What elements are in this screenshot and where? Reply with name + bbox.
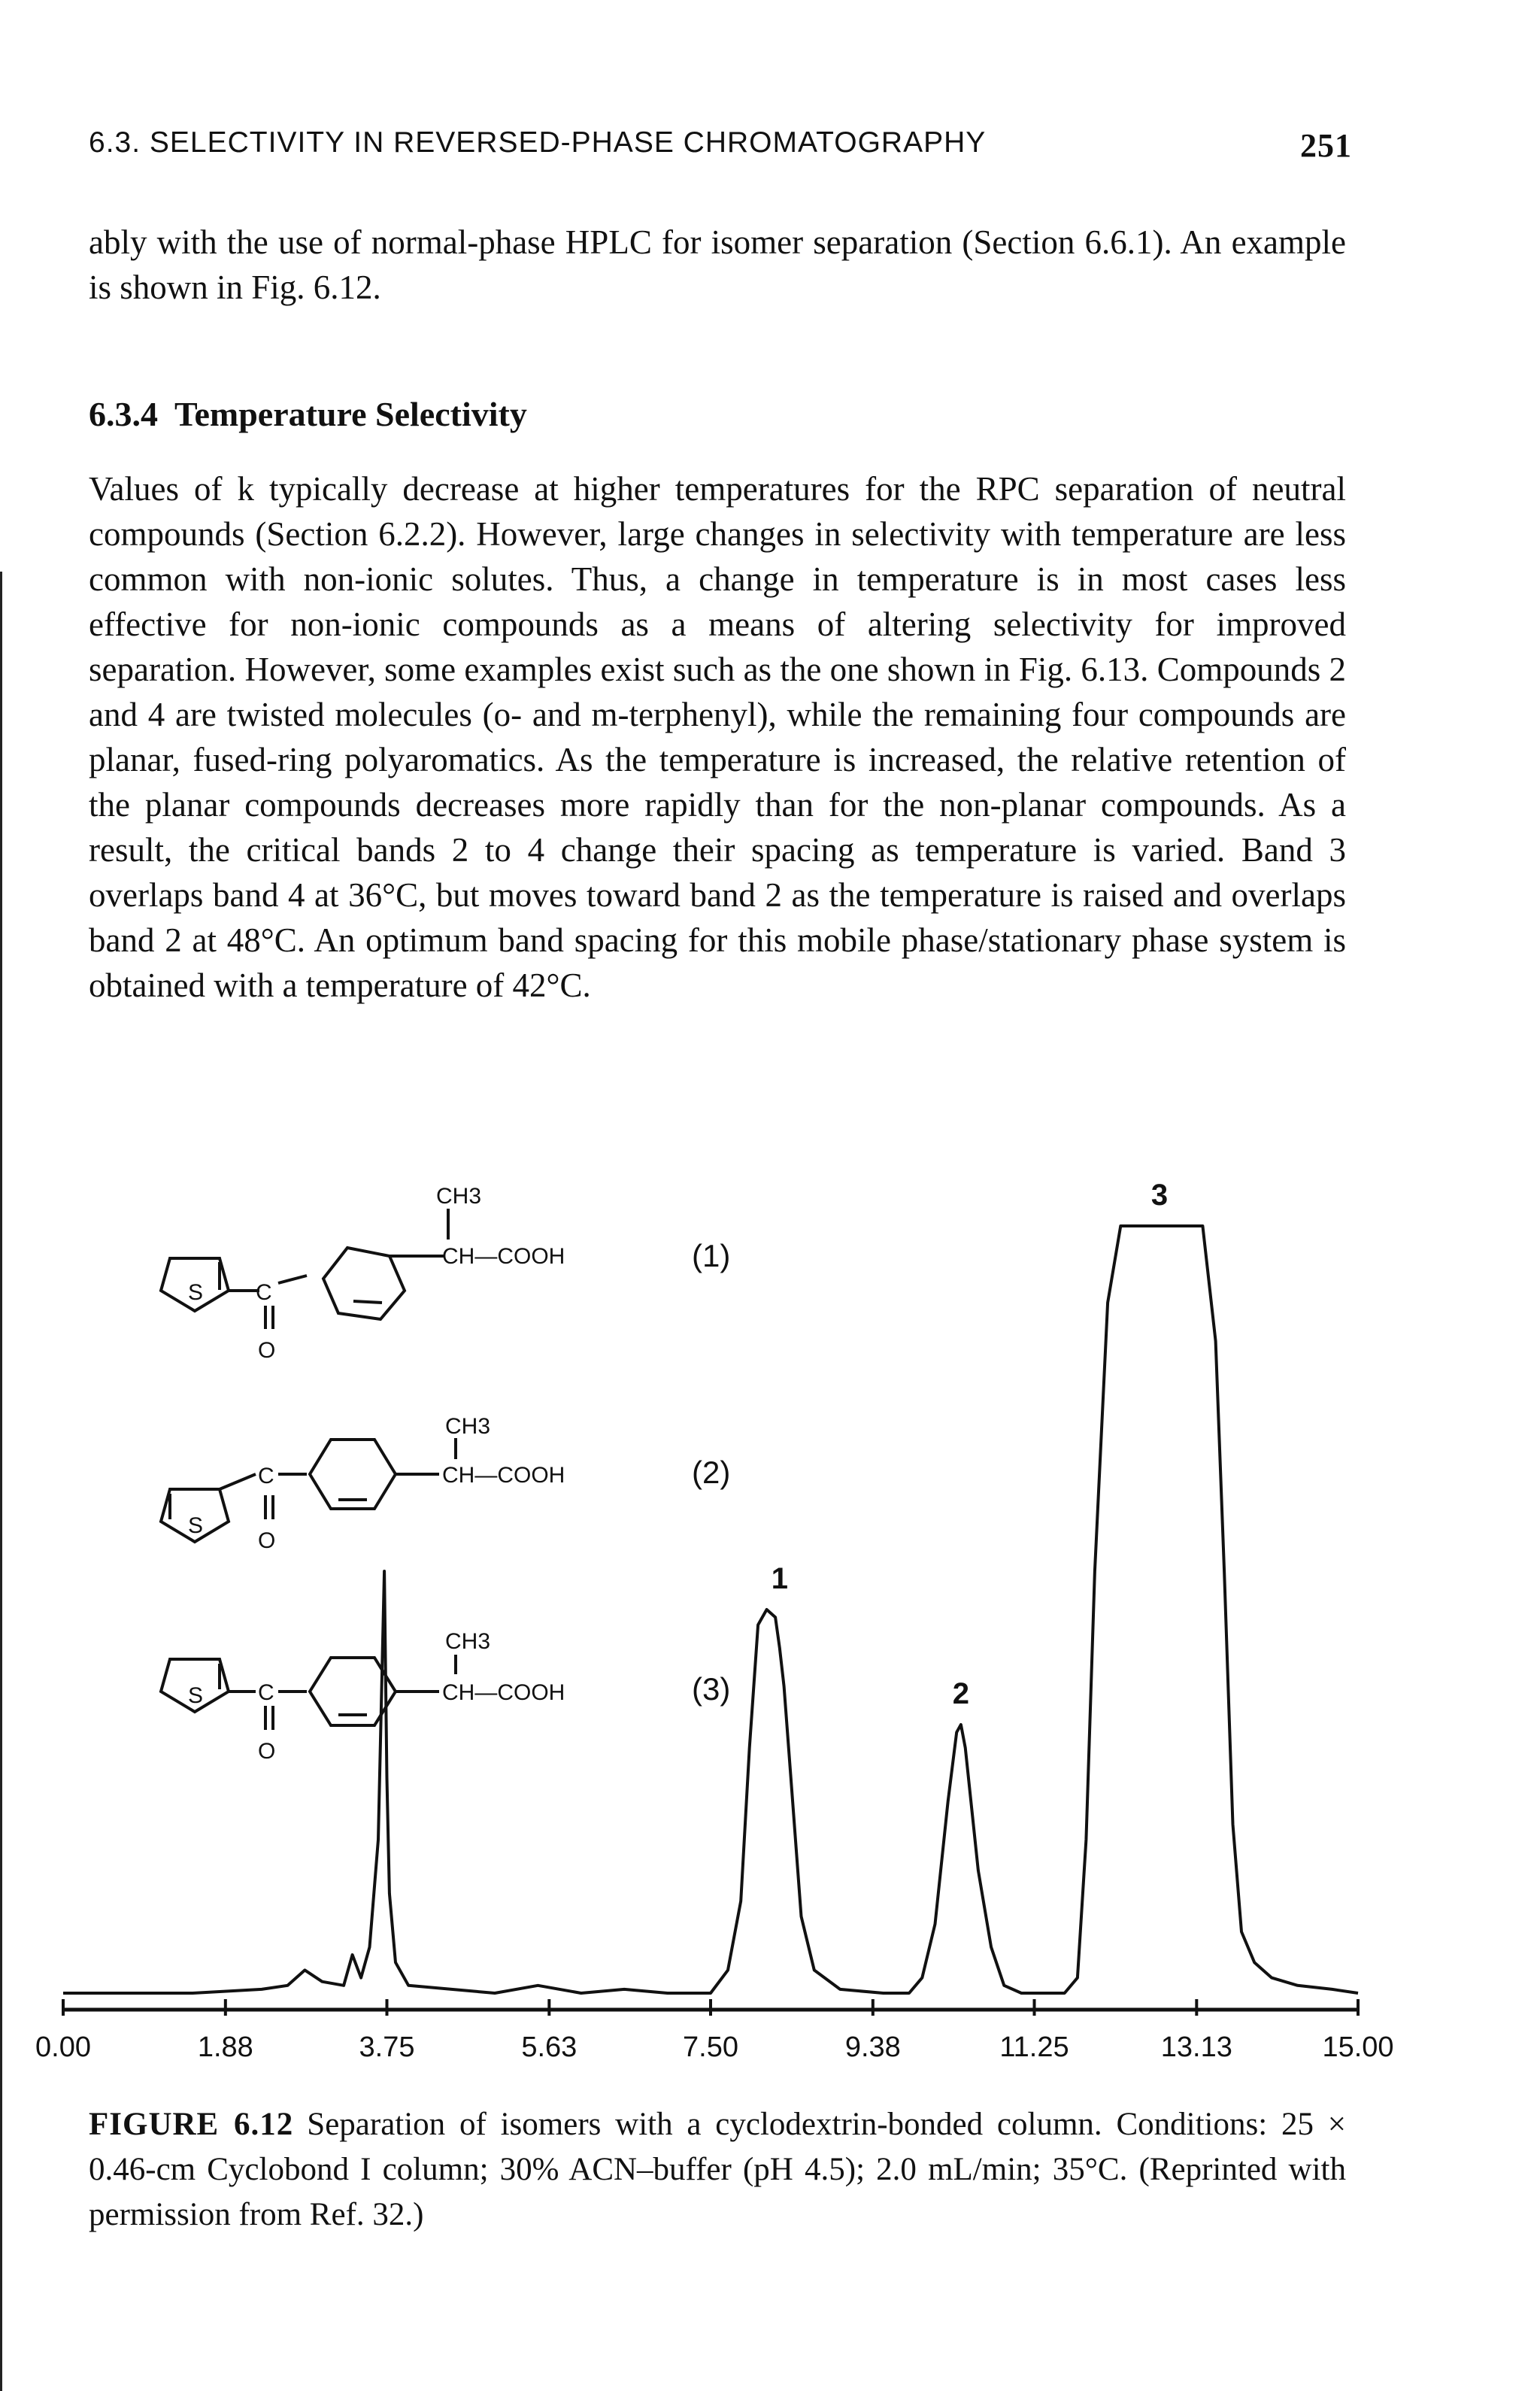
time-axis-tick-label: 15.00 (1322, 2031, 1394, 2063)
section-heading (89, 394, 527, 434)
sulfur-label-3: S (188, 1683, 204, 1708)
benzene-ring-1 (323, 1248, 405, 1319)
structure-3 (161, 1629, 730, 1764)
ring-link-1 (278, 1276, 307, 1283)
peak-label-1: 1 (771, 1562, 788, 1595)
time-axis-tick-label: 1.88 (197, 2031, 253, 2063)
time-axis-tick-label: 7.50 (683, 2031, 738, 2063)
carbonyl-link-2 (220, 1474, 256, 1489)
time-axis-tick-label: 5.63 (521, 2031, 578, 2063)
methyl-label-1: CH3 (436, 1184, 482, 1209)
structure-2 (161, 1414, 730, 1553)
time-axis-tick-label: 9.38 (844, 2031, 901, 2063)
section-title: Temperature Selectivity (174, 395, 527, 433)
sulfur-label-2: S (188, 1513, 204, 1538)
chain-label-2: CH—COOH (442, 1463, 565, 1488)
peak-label-3: 3 (1150, 1179, 1169, 1212)
compound-label-2: (2) (692, 1455, 731, 1490)
time-axis-tick-label: 11.25 (999, 2031, 1069, 2063)
paragraph-1: ably with the use of normal-phase HPLC for isomer separation (Section 6.6.1). An example is shown in Fig. 6.12. (89, 223, 1346, 306)
time-axis-tick-label: 3.75 (359, 2031, 415, 2063)
running-head (89, 126, 1352, 171)
figure-caption-label: FIGURE 6.12 (89, 2107, 294, 2142)
paragraph-2: Values of k typically decrease at higher temperatures for the RPC separation of neutral compounds (Section 6.2.2). However, large changes in selectivity with temperature are less common with non-ionic solutes. Thus, a change in temperature is in most cases less effective for non-ionic compounds as a means of altering selectivity for improved separation. However, some examples exist such as the one shown in Fig. 6.13. Compounds 2 and 4 are twisted molecules (o- and m-terphenyl), while the remaining four compounds are planar, fused-ring polyaromatics. As the temperature is increased, the relative retention of the planar compounds decreases more rapidly than for the non-planar compounds. As a result, the critical bands 2 to 4 change their spacing as temperature is varied. Band 3 overlaps band 4 at 36°C, but moves toward band 2 as the temperature is raised and overlaps band 2 at 48°C. An optimum band spacing for this mobile phase/stationary phase system is obtained with a temperature of 42°C. (89, 470, 1346, 1004)
time-axis-tick-label: 13.13 (1160, 2031, 1232, 2063)
carbonyl-o-label-2: O (258, 1528, 276, 1553)
structure-1 (161, 1184, 730, 1363)
compound-label-3: (3) (692, 1671, 731, 1707)
carbonyl-o-label-3: O (258, 1739, 276, 1764)
methyl-label-2: CH3 (445, 1414, 491, 1439)
figure-6-12 (0, 1143, 1540, 2211)
chain-label-3: CH—COOH (442, 1680, 565, 1705)
peak-label-2: 2 (952, 1677, 970, 1710)
carbonyl-o-label-1: O (258, 1338, 276, 1363)
time-axis-tick-label: 0.00 (35, 2031, 91, 2063)
chromatogram (35, 1179, 1394, 2063)
carbonyl-c-label-2: C (258, 1464, 274, 1488)
figure-caption (89, 2102, 1346, 2238)
running-head-section: 6.3. SELECTIVITY IN REVERSED-PHASE CHROMATOGRAPHY (89, 126, 987, 159)
compound-label-1: (1) (692, 1238, 731, 1273)
carbonyl-c-label-1: C (256, 1280, 272, 1305)
page-number: 251 (1300, 127, 1352, 164)
chain-label-1: CH—COOH (442, 1244, 565, 1269)
benzene-inner-bond-1 (353, 1301, 382, 1303)
methyl-label-3: CH3 (445, 1629, 491, 1654)
sulfur-label-1: S (188, 1280, 204, 1305)
section-number: 6.3.4 (89, 395, 158, 433)
carbonyl-c-label-3: C (258, 1680, 274, 1705)
peak-labels (772, 1179, 1168, 1710)
figure-drawing (0, 1143, 1540, 2098)
figure-caption-text: Separation of isomers with a cyclodextrin-bonded column. Conditions: 25 × 0.46-cm Cyclobond I column; 30% ACN–buffer (pH 4.5); 2.0 mL/min; 35°C. (Reprinted with permission from Ref. 32.) (89, 2107, 1347, 2232)
